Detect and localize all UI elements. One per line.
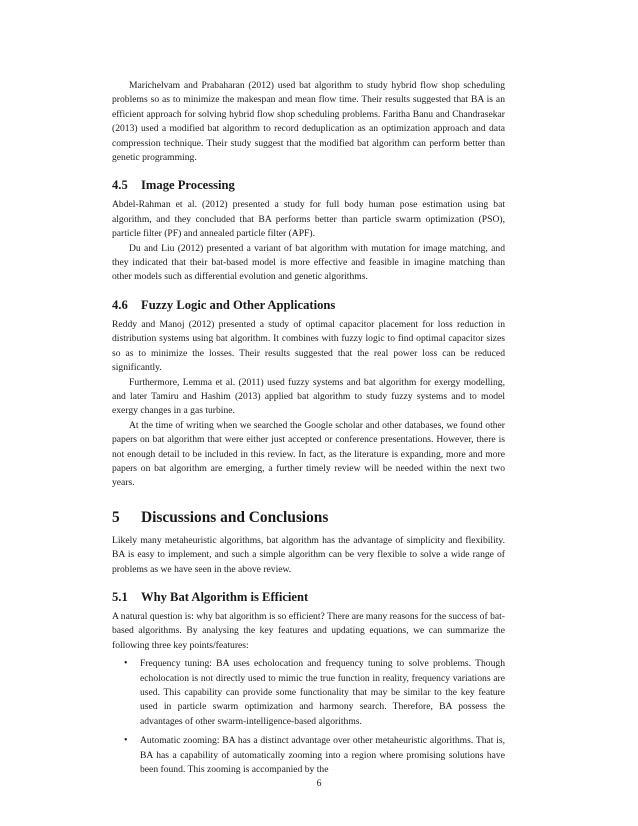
section-number: 4.6 xyxy=(112,297,128,312)
paragraph-capacitor: Reddy and Manoj (2012) presented a study of optimal capacitor placement for loss reduction in distribution systems using bat algorithm. It combines with fuzzy logic to find optimal capacitor sizes so as to minimize the losses. Their results suggested that the real power loss can be reduced significantly. xyxy=(112,318,505,374)
paragraph-exergy: Furthermore, Lemma et al. (2011) used fuzzy systems and bat algorithm for exergy modelling, and later Tamiru and Hashim (2013) applied bat algorithm to study fuzzy systems and to model exergy changes in a gas turbine. xyxy=(112,376,505,417)
section-5-heading xyxy=(112,508,505,527)
page-number: 6 xyxy=(316,778,322,789)
section-number: 5.1 xyxy=(112,589,128,604)
section-4-5-heading xyxy=(112,177,505,193)
paragraph-flow-shop: Marichelvam and Prabaharan (2012) used bat algorithm to study hybrid flow shop scheduling problems so as to minimize the makespan and mean flow time. Their results suggested that BA is an efficient approach for solving hybrid flow shop scheduling problems. Faritha Banu and Chandrasekar (2013) used a modified bat algorithm to record deduplication as an optimization approach and data compression technique. Their study suggest that the modified bat algorithm can perform better than genetic programming. xyxy=(112,80,505,164)
paragraph-pose-estimation: Abdel-Rahman et al. (2012) presented a study for full body human pose estimation using bat algorithm, and they concluded that BA performs better than particle swarm optimization (PSO), particle filter (PF) and annealed particle filter (APF). xyxy=(112,199,505,240)
section-title: Fuzzy Logic and Other Applications xyxy=(141,297,336,312)
section-number: 5 xyxy=(112,508,120,526)
paragraph-literature: At the time of writing when we searched the Google scholar and other databases, we found other papers on bat algorithm that were either just accepted or conference presentations. However, there is not enough detail to be included in this review. In fact, as the literature is expanding, more and more papers on bat algorithm are emerging, a further timely review will be needed within the next two years. xyxy=(112,419,505,489)
paragraph-conclusions: Likely many metaheuristic algorithms, bat algorithm has the advantage of simplicity and flexibility. BA is easy to implement, and such a simple algorithm can be very flexible to solve a wide range of problems as we have seen in the above review. xyxy=(112,534,505,575)
key-features-list xyxy=(112,657,505,777)
list-item-text: • Automatic zooming: BA has a distinct advantage over other metaheuristic algorithms. That is, BA has a capability of automatically zooming into a region where promising solutions have been found. This zooming is accompanied by the xyxy=(140,735,505,776)
list-item xyxy=(120,734,505,777)
list-item xyxy=(120,657,505,729)
page-body xyxy=(112,79,505,777)
paragraph-natural-question: A natural question is: why bat algorithm is so efficient? There are many reasons for the success of bat-based algorithms. By analysing the key features and updating equations, we can summarize the following three key points/features: xyxy=(112,610,505,651)
list-item-text: • Frequency tuning: BA uses echolocation and frequency tuning to solve problems. Though echolocation is not directly used to mimic the true function in reality, frequency variations are used. This capability can provide some functionality that may be similar to the key feature used in particle swarm optimization and harmony search. Therefore, BA possess the advantages of other swarm-intelligence-based algorithms. xyxy=(140,658,505,727)
section-number: 4.5 xyxy=(112,178,128,193)
section-title: Why Bat Algorithm is Efficient xyxy=(141,589,309,604)
section-5-1-heading xyxy=(112,589,505,605)
section-title: Image Processing xyxy=(141,178,235,193)
section-4-6-heading xyxy=(112,297,505,313)
paragraph-image-matching: Du and Liu (2012) presented a variant of bat algorithm with mutation for image matching, and they indicated that their bat-based model is more effective and feasible in imagine matching than other models such as differential evolution and genetic algorithms. xyxy=(112,242,505,283)
section-title: Discussions and Conclusions xyxy=(141,508,329,526)
